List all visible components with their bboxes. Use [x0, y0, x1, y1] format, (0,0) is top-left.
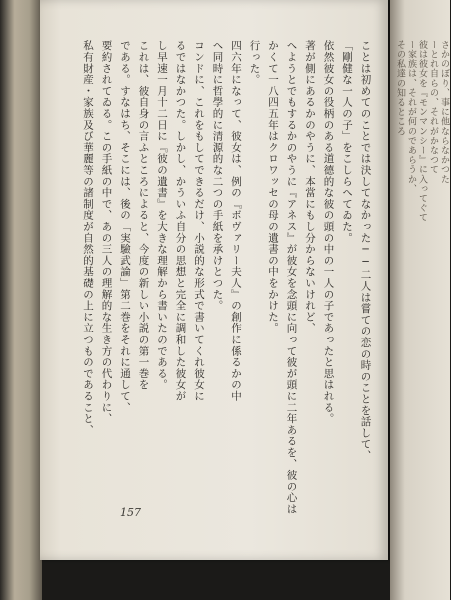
text-line: 要約されてゐる。この手紙の中で、あの三人の理解的な生き方の代わりに、 — [100, 40, 113, 425]
page-number: 157 — [120, 506, 141, 519]
text-line: るではなかつた。しかし、かういふ自分の思想と完全に調和した彼女が — [174, 40, 187, 402]
text-line: し早速一月十二日に『彼の遺書』を大きな理解から書いたのである。 — [156, 40, 168, 391]
text-line: ことは初めてのことでは決してなかった──二人は嘗ての恋の時のことを話して、 — [359, 40, 372, 462]
facing-text-line: さかのぼり、事に他ならなかつた — [439, 40, 449, 184]
text-line: 「剛健な一人の子」をこしらへてゐた。 — [341, 40, 353, 244]
text-line: 依然彼女の役柄のある道德的な彼の頭の中の一人の子であったと思はれる。 — [322, 40, 335, 425]
text-line: 私有財産・家族及び華麗等の諸制度が自然的基礎の上に立つものであること、 — [82, 40, 94, 436]
text-line: である。すなはち、そこには、後の「実驗武論」第二巻をそれに通して、 — [119, 40, 131, 413]
facing-text-line: ー家族は、それが何のであらうか、 — [406, 40, 416, 194]
text-line: 四六年になって、彼女は、例の『ボヴァリー夫人』の創作に係るかの中 — [230, 40, 242, 402]
text-line: 著が側にあるかのやうに、本當にもし分からないけれど、 — [304, 40, 316, 334]
text-line: コンドに、これをもしてできるだけ、小説的な形式で書いてくれ彼女に — [193, 40, 205, 402]
facing-text-line: その私達の知るところ — [395, 40, 405, 136]
text-line: かくて一八四五年はクロワッセの母の遺書の中をかけた。 — [267, 40, 279, 334]
text-line: これは、彼自身の言ふところによると、今度の新しい小説の第一巻を — [137, 40, 150, 391]
text-line: へ同時に哲學的に清源的な二つの手紙を承けとつた。 — [211, 40, 224, 312]
facing-text-line: ーとれ自らの、それがかなつて — [428, 40, 438, 175]
facing-text-line: 彼は彼女を『モンマンシー』に入ってぐて — [417, 40, 427, 223]
text-line: 行った。 — [248, 40, 261, 86]
text-line: へようとでもするかのやうに『アネス』が彼女を念頭に向って彼が頭に二年あるを、彼の心は — [285, 40, 298, 515]
book-spine — [0, 0, 42, 600]
